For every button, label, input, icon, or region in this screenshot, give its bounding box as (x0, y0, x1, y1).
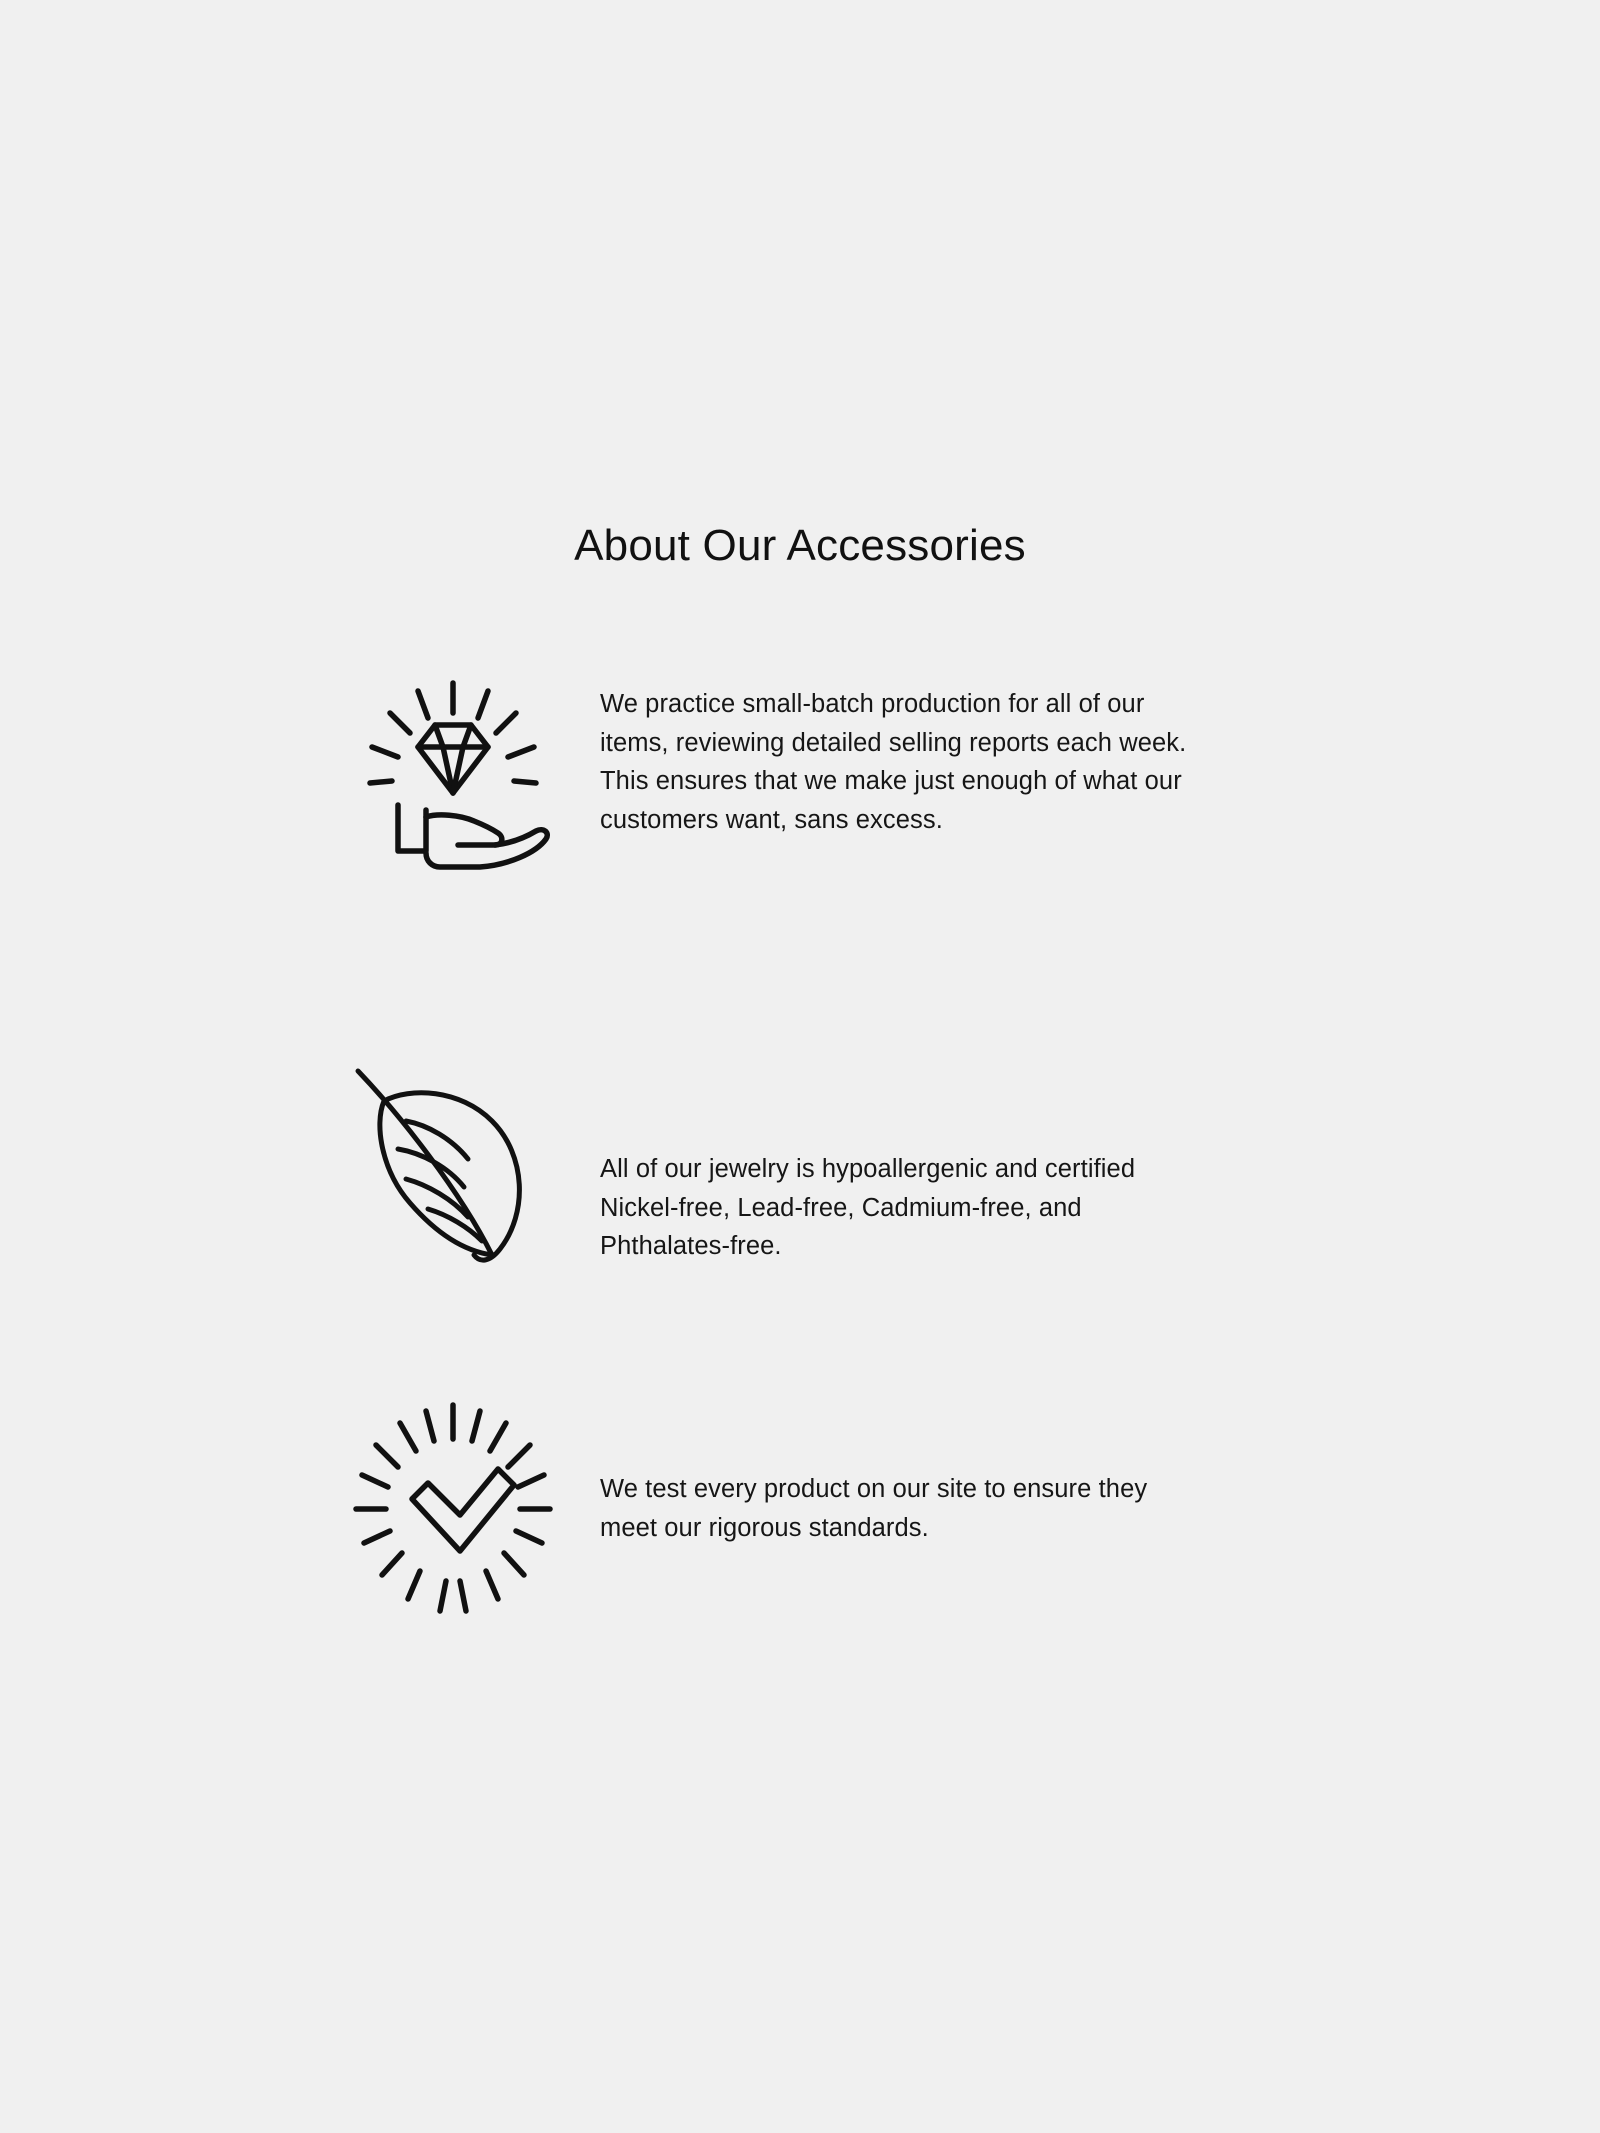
list-item (340, 1045, 1260, 1385)
list-item (340, 655, 1260, 1045)
feature-list (340, 655, 1260, 1685)
list-item-text: We test every product on our site to ensure they meet our rigorous standards. (600, 1475, 1148, 1542)
list-item-text: We practice small-batch production for all of our items, reviewing detailed selling reports each week. This ensures that we make just enough of what our customers want, sans excess. (600, 690, 1187, 834)
list-item-text: All of our jewelry is hypoallergenic and certified Nickel-free, Lead-free, Cadmium-free, and Phthalates-free. (600, 1155, 1136, 1260)
page-title: About Our Accessories (574, 521, 1026, 571)
diamond-in-hand-icon (340, 655, 600, 895)
feather-icon (340, 1045, 600, 1283)
list-item (340, 1385, 1260, 1685)
checkmark-burst-icon (340, 1385, 600, 1625)
